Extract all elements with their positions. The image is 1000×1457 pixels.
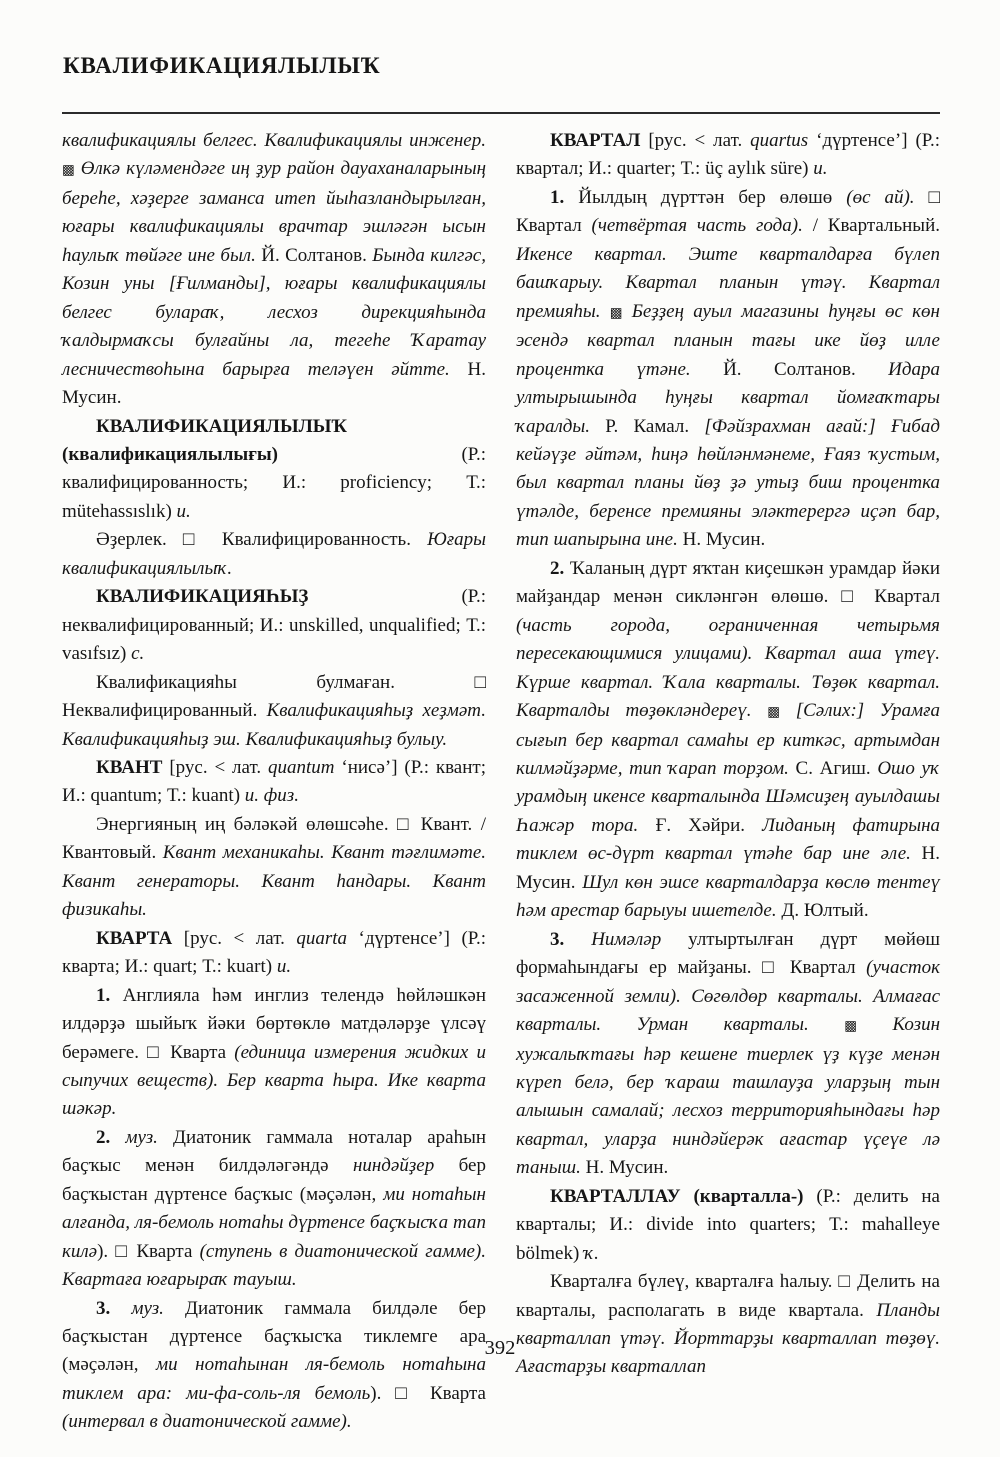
italic-text-segment: (ступень в диатонической гамме). Квартаға юғарыраҡ тауыш. [62,1240,486,1291]
dictionary-paragraph [516,1268,940,1382]
bold-text-segment: 3. [96,1297,132,1319]
text-segment: Әҙерлек. □ Квалифицированность. [96,529,428,551]
text-segment: Й. Солтанов. [261,244,373,266]
text-segment: / Квартальный. [812,215,940,237]
italic-text-segment: и. [176,500,191,522]
text-segment: Энергияның иң бәләкәй өлөшсәһе. □ Квант. / Квантовый. [62,813,486,864]
italic-text-segment: [Сәлих:] Урамға сығып бер квартал самаһы ер киткәс, артымдан килмәйҙәрме, тип ҡарап торҙом. [516,700,940,779]
bold-text-segment: 2. [550,557,570,579]
text-segment: ). □ Кварта [370,1382,486,1404]
text-segment: Д. Юлтый. [781,900,869,922]
dictionary-paragraph [62,925,486,982]
text-segment: Англияла һәм инглиз телендә һөйләшкән илдәрҙә шыйыҡ йәки бөртөклө матдәләрҙе үлсәү берәмеге. □ Кварта [62,984,487,1063]
text-segment: ‘нисә’] (Р.: квант; И.: quantum; Т.: kuant) [62,756,486,807]
bold-text-segment: КВАРТАЛ [550,130,649,151]
text-segment: ‘дүртенсе’] (Р.: кварта; И.: quart; Т.: kuart) [62,927,487,978]
left-column [62,127,486,1437]
text-segment: ултыртылған дүрт мөйөш формаһындағы ер майҙаны. □ Квартал [516,928,941,979]
italic-text-segment: (четвёртая часть года). [591,215,813,237]
italic-text-segment: (единица измерения жидких и сыпучих веществ). Бер кварта һыра. Ике кварта шәкәр. [62,1041,486,1120]
text-segment: Кварталға бүлеү, кварталға һалыу. □ Делить на кварталы, располагать в виде квартала. [516,1271,940,1321]
bold-text-segment: КВАРТАЛЛАУ (кварталла-) [550,1185,817,1207]
text-segment: С. Агиш. [795,757,878,779]
italic-text-segment: ниндәйҙер [352,1155,459,1177]
bold-text-segment: КВАРТА [96,927,184,949]
italic-text-segment: ми нотаһынан ля-бемоль нотаһына тиклем ара: ми-фа-соль-ля бемоль [62,1354,486,1404]
italic-text-segment: муз. [125,1126,173,1148]
page-header-keyword: КВАЛИФИКАЦИЯЛЫЛЫҠ [63,53,381,78]
italic-text-segment: quartus [750,130,809,151]
text-segment: [рус. < лат. [169,756,268,778]
italic-text-segment: Юғары квалификациялылыҡ. [62,529,486,579]
text-segment: (Р.: неквалифицированный; И.: unskilled, unqualified; Т.: vasıfsız) [62,586,486,665]
bold-text-segment: КВАЛИФИКАЦИЯҺЫҘ [96,586,462,608]
italic-text-segment: Планды кварталлап үтәү. Йорттарҙы кварталлап төҙөү. Ағастарҙы кварталлап [516,1299,940,1378]
text-segment: Ҡаланың дүрт яҡтан киҫешкән урамдар йәки майҙандар менән сикләнгән өлөшө. □ Квартал [516,557,940,608]
italic-text-segment: и. [276,956,292,978]
italic-text-segment: Беҙҙең ауыл магазины һуңғы өс көн эсендә квартал планын тағы ике йөҙ илле процентка үтәне. [516,300,940,380]
italic-text-segment: (өс ай). [846,186,929,208]
text-segment: Н. Мусин. [62,358,486,409]
italic-text-segment: Идара ултырышында һуңғы квартал йомғаҡтары ҡаралды. [516,358,940,437]
dictionary-paragraph [62,413,486,527]
italic-text-segment: Ошо уҡ урамдың икенсе кварталында Шәмсиҙең ауылдашы Һажәр тора. [516,757,940,836]
italic-text-segment: [Фәйзрахман ағай:] Ғибад кейәүҙе әйтәм, һиңә һөйләнмәнеме, Ғаяз ҡустым, был квартал планы йөҙ ҙә утыҙ биш процентка үтәлде, беренсе премияны эләктерергә иҫәп бар, тип шапырына ине. [516,415,940,551]
text-segment: Н. Мусин. [516,843,940,893]
text-segment: [рус. < лат. [648,130,751,151]
dictionary-paragraph [62,583,486,668]
italic-text-segment: Бында килгәс, Козин уны [Ғилманды], юғары квалификациялы белгес булараҡ, лесхоз дирекцияһында ҡалдырмаҡсы булғайны ла, тегеһе Ҡаратау лесничествоһына барырға теләүен әйтте. [62,244,486,380]
text-segment: (Р.: делить на кварталы; И.: divide into quarters; Т.: mahalleye bölmek) [516,1185,940,1264]
text-segment: бер баҫҡыстан дүртенсе баҫҡыс (мәҫәлән, [62,1155,486,1205]
dictionary-paragraph [62,1295,486,1437]
dictionary-paragraph [516,555,940,926]
text-segment: [рус. < лат. [183,927,297,949]
italic-text-segment: Икенсе квартал. Эште кварталдарға бүлеп башҡарыу. Квартал планын үтәү. Квартал премияһы. [516,243,940,322]
italic-text-segment: (участок засаженной земли). Сөгөлдөр кварталы. Алмағас кварталы. Урман кварталы. [516,957,940,1036]
italic-text-segment: ми нотаһын алғанда, ля-бемоль нотаһы дүртенсе баҫҡысҡа тап килә [62,1183,486,1262]
italic-text-segment: Өлкә күләмендәге иң ҙур район дауаханаларының береһе, хәҙерге заманса итеп йыһазландырылған, юғары квалификациялы врачтар эшләгән ысын һаулыҡ төйәге ине был. [62,158,486,266]
text-segment: Квалификацияһы булмаған. □ Неквалифицированный. [62,671,486,722]
bold-text-segment: КВАНТ [96,756,170,778]
dictionary-paragraph [62,754,486,811]
italic-text-segment: Нимәләр [591,928,689,950]
citation-mark-icon: ▩ [609,304,623,321]
text-segment: Диатоник гаммала ноталар араһын баҫҡыс менән билдәләгәндә [62,1126,486,1177]
bold-text-segment: 2. [96,1126,126,1148]
italic-text-segment: Квалификацияһыҙ хеҙмәт. Квалификацияһыҙ эш. Квалификацияһыҙ булыу. [62,700,487,750]
italic-text-segment: ҡ. [584,1242,599,1264]
text-segment: □ Квартал [516,186,941,237]
page-number: 392 [484,1337,516,1359]
text-segment: (Р.: квалифицированность; И.: proficiency; Т.: mütehassıslık) [62,443,486,522]
citation-mark-icon: ▩ [62,162,75,179]
italic-text-segment: Лиданың фатирына тиклем өс-дүрт квартал үтәһе бар ине әле. [516,814,941,865]
dictionary-paragraph [516,926,940,1183]
italic-text-segment: quantum [267,756,335,778]
text-segment: Н. Мусин. [585,1157,669,1179]
italic-text-segment: Квант механикаһы. Квант тәғлимәте. Квант генераторы. Квант һандары. Квант физикаһы. [62,842,487,921]
italic-text-segment: Шул көн эшсе кварталдарҙа көслө тентеү һәм арестар барыуы ишетелде. [516,871,940,922]
header-rule [62,112,940,114]
citation-mark-icon: ▩ [844,1018,858,1035]
right-column [516,127,940,1437]
dictionary-paragraph [62,127,486,413]
dictionary-paragraph [62,811,486,925]
italic-text-segment: (интервал в диатонической гамме). [62,1411,352,1433]
dictionary-paragraph [516,1183,940,1268]
italic-text-segment: Козин хужалыҡтағы һәр кешене тиерлек үҙ күҙе менән күреп белә, бер ҡараш ташлауҙа уларҙың тын алышын самалай; лесхоз территорияһындағы һәр квартал, уларҙа ниндәйерәк ағастар үҫеүе лә таныш. [516,1014,941,1179]
text-segment: ). □ Кварта [97,1240,200,1262]
text-segment: Н. Мусин. [682,529,766,551]
italic-text-segment: и. физ. [244,785,299,807]
citation-mark-icon: ▩ [767,704,780,721]
text-segment: Диатоник гаммала билдәле бер баҫҡыстан дүртенсе баҫҡысҡа тиклемге ара (мәҫәлән, [62,1297,486,1376]
italic-text-segment: с. [131,643,145,665]
italic-text-segment: квалификациялы белгес. Квалификациялы инженер. [62,130,486,151]
dictionary-paragraph [62,669,486,754]
text-segment: Ғ. Хәйри. [655,814,763,836]
bold-text-segment: 3. [550,928,592,950]
bold-text-segment: 1. [96,984,123,1006]
italic-text-segment: quarta [296,927,348,949]
italic-text-segment: муз. [131,1297,186,1319]
bold-text-segment: 1. [550,186,579,208]
dictionary-paragraph [516,127,940,184]
dictionary-paragraph [62,526,486,583]
italic-text-segment: и. [813,158,828,180]
text-segment: Р. Камал. [605,415,705,437]
text-segment: ‘дүртенсе’] (Р.: квартал; И.: quarter; Т.: üç aylık süre) [516,130,940,180]
italic-text-segment: (часть города, ограниченная четырьмя пересекающимися улицами). Квартал аша үтеү. Күрше квартал. Ҡала кварталы. Төҙөк квартал. Кварталды төҙөкләндереү. [516,614,940,722]
text-segment: Йылдың дүрттән бер өлөшө [578,186,847,208]
dictionary-paragraph [62,1124,486,1295]
dictionary-paragraph [516,184,940,555]
dictionary-paragraph [62,982,486,1124]
text-columns [62,127,940,1437]
bold-text-segment: КВАЛИФИКАЦИЯЛЫЛЫҠ (квалификациялылығы) [62,415,462,465]
text-segment: Й. Солтанов. [723,358,889,380]
